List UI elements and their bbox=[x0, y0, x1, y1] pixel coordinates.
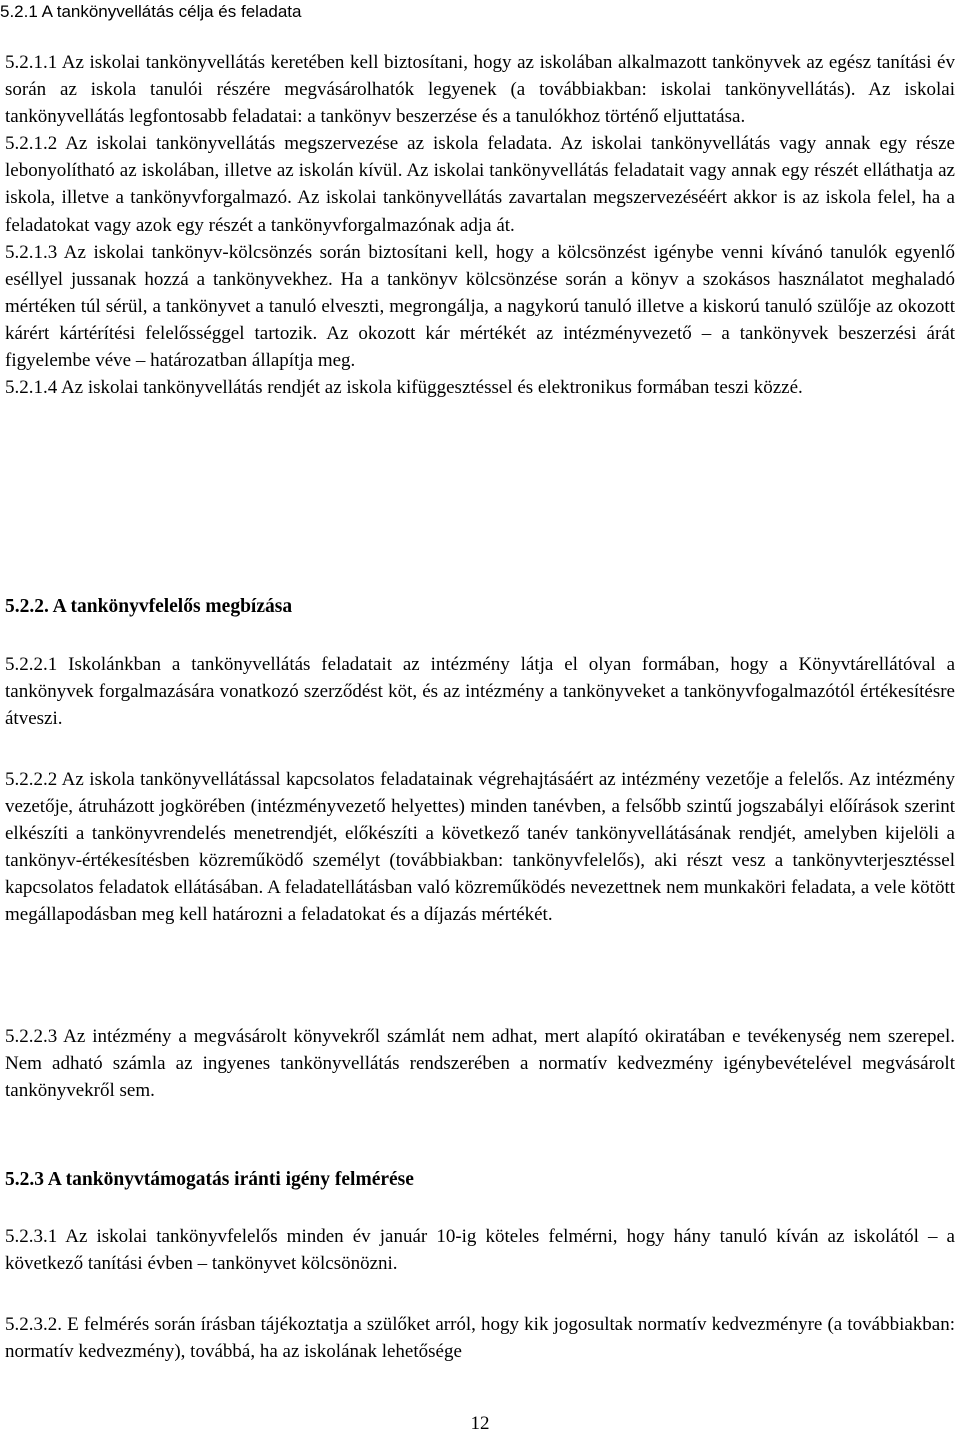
paragraph-5-2-1-1: 5.2.1.1 Az iskolai tankönyvellátás keretében kell biztosítani, hogy az iskolában alkalmazott tankönyvek az egész tanítási év során az iskola tanulói részére megvásárolhatók legyenek (a továbbiakban: iskolai tankönyvellátás). Az iskolai tankönyvellátás legfontosabb feladatai: a tankönyv beszerzése és a tanulókhoz történő eljuttatása. bbox=[5, 52, 955, 128]
paragraph-5-2-3-1: 5.2.3.1 Az iskolai tankönyvfelelős minden év január 10-ig köteles felmérni, hogy hány tanuló kíván az iskolától – a következő tanítási évben – tankönyvet kölcsönözni. bbox=[5, 1226, 955, 1275]
paragraph-5-2-2-2: 5.2.2.2 Az iskola tankönyvellátással kapcsolatos feladatainak végrehajtásáért az intézmény vezetője a felelős. Az intézmény vezetője, átruházott jogkörében (intézményvezető helyettes) minden tanévben, a felsőbb szintű jogszabályi előírások szerint elkészíti a tankönyvrendelés menetrendjét, előkészíti a következő tanév tankönyvellátásának rendjét, amelyben kijelöli a tankönyv-értékesítésben közreműködő személyt (továbbiakban: tankönyvfelelős), aki részt vesz a tankönyvterjesztéssel kapcsolatos feladatok ellátásában. A feladatellátásban való közreműködés nevezettnek nem munkaköri feladata, a vele kötött megállapodásban meg kell határozni a feladatokat és a díjazás mértékét. bbox=[5, 769, 955, 926]
paragraph-5-2-2-3: 5.2.2.3 Az intézmény a megvásárolt könyvekről számlát nem adhat, mert alapító okiratában e tevékenység nem szerepel. Nem adható számla az ingyenes tankönyvellátás rendszerében a normatív kedvezmény igénybevételével megvásárolt tankönyvekről sem. bbox=[5, 1026, 955, 1102]
paragraph-5-2-2-1: 5.2.2.1 Iskolánkban a tankönyvellátás feladatait az intézmény látja el olyan formában, hogy a Könyvtárellátóval a tankönyvek forgalmazására vonatkozó szerződést köt, és az intézmény a tankönyveket a tankönyvfogalmazótól értékesítésre átveszi. bbox=[5, 654, 955, 730]
page-number: 12 bbox=[470, 1413, 490, 1434]
section-5-2-1-body bbox=[5, 49, 955, 401]
paragraph-5-2-3-2: 5.2.3.2. E felmérés során írásban tájékoztatja a szülőket arról, hogy kik jogosultak normatív kedvezményre (a továbbiakban: normatív kedvezmény), továbbá, ha az iskolának lehetősége bbox=[5, 1314, 955, 1363]
heading-5-2-3: 5.2.3 A tankönyvtámogatás iránti igény felmérése bbox=[5, 1169, 414, 1190]
paragraph-5-2-1-3: 5.2.1.3 Az iskolai tankönyv-kölcsönzés során biztosítani kell, hogy a kölcsönzést igénybe venni kívánó tanulók egyenlő eséllyel jussanak hozzá a tankönyvekhez. Ha a tankönyv kölcsönzése során a könyv a szokásos használatot meghaladó mértéken túl sérül, a tankönyvet a tanuló elveszti, megrongálja, a nagykorú tanuló illetve a kiskorú tanuló szülője az okozott kárért kártérítési felelősséggel tartozik. Az okozott kár mértékét az intézményvezető – a tankönyvek beszerzési árát figyelembe véve – határozatban állapítja meg. bbox=[5, 241, 955, 372]
paragraph-5-2-1-4: 5.2.1.4 Az iskolai tankönyvellátás rendjét az iskola kifüggesztéssel és elektronikus formában teszi közzé. bbox=[5, 377, 803, 399]
section-title: 5.2.1 A tankönyvellátás célja és feladata bbox=[0, 2, 302, 21]
paragraph-5-2-1-2: 5.2.1.2 Az iskolai tankönyvellátás megszervezése az iskola feladata. Az iskolai tankönyvellátás vagy annak egy része lebonyolítható az iskolában, illetve az iskolán kívül. Az iskolai tankönyvellátás feladatait vagy annak egy részét elláthatja az iskola, illetve a tankönyvforgalmazó. Az iskolai tankönyvellátás zavartalan megszervezéséért akkor is az iskola felel, ha a feladatokat vagy azok egy részét a tankönyvforgalmazónak adja át. bbox=[5, 133, 955, 236]
heading-5-2-2: 5.2.2. A tankönyvfelelős megbízása bbox=[5, 596, 293, 617]
